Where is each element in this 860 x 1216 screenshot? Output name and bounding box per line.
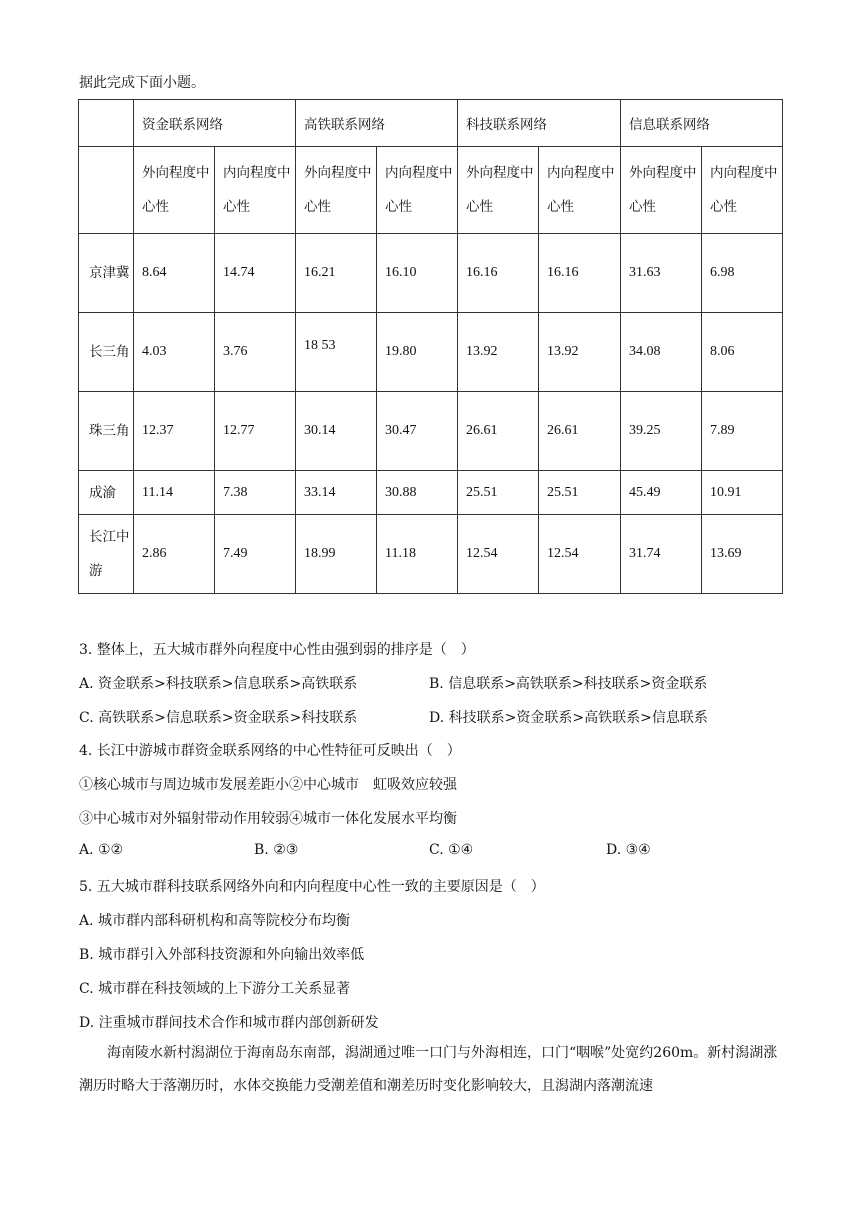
- row-name: 成渝: [79, 471, 134, 515]
- table-cell: 30.14: [296, 392, 377, 471]
- subheader-cell: 外向程度中心性: [621, 147, 702, 234]
- table-group-header-row: [79, 100, 783, 147]
- table-cell: 10.91: [702, 471, 783, 515]
- table-cell: 3.76: [215, 313, 296, 392]
- table-cell: 31.63: [621, 234, 702, 313]
- table-cell: 14.74: [215, 234, 296, 313]
- question-3-option-c: C. 高铁联系>信息联系>资金联系>科技联系: [79, 710, 358, 726]
- table-cell: 4.03: [134, 313, 215, 392]
- table-subheader-row: [79, 147, 783, 234]
- subheader-cell: 内向程度中心性: [215, 147, 296, 234]
- row-name: 京津冀: [79, 234, 134, 313]
- row-name: 长三角: [79, 313, 134, 392]
- question-3-option-d: D. 科技联系>资金联系>高铁联系>信息联系: [429, 710, 708, 726]
- question-5-option-b: B. 城市群引入外部科技资源和外向输出效率低: [79, 947, 365, 963]
- question-3-stem: 3. 整体上，五大城市群外向程度中心性由强到弱的排序是（ ）: [79, 642, 475, 658]
- table-cell: 12.77: [215, 392, 296, 471]
- subheader-cell: 内向程度中心性: [702, 147, 783, 234]
- row-name: 珠三角: [79, 392, 134, 471]
- question-5-option-d: D. 注重城市群间技术合作和城市群内部创新研发: [79, 1015, 379, 1031]
- table-cell: 16.16: [458, 234, 539, 313]
- question-3-option-b: B. 信息联系>高铁联系>科技联系>资金联系: [429, 676, 708, 692]
- subheader-cell: 内向程度中心性: [539, 147, 621, 234]
- table-cell: 13.92: [539, 313, 621, 392]
- question-4-statements-1: ①核心城市与周边城市发展差距小②中心城市 虹吸效应较强: [79, 777, 457, 793]
- question-4-statements-2: ③中心城市对外辐射带动作用较弱④城市一体化发展水平均衡: [79, 811, 457, 827]
- question-5-stem: 5. 五大城市群科技联系网络外向和内向程度中心性一致的主要原因是（ ）: [79, 879, 545, 895]
- question-4-option-a: A. ①②: [79, 842, 124, 858]
- table-cell: 18.99: [296, 515, 377, 594]
- table-cell: 16.16: [539, 234, 621, 313]
- subheader-cell: 内向程度中心性: [377, 147, 458, 234]
- table-corner-cell: [79, 100, 134, 147]
- question-5-option-c: C. 城市群在科技领域的上下游分工关系显著: [79, 981, 351, 997]
- table-cell: 39.25: [621, 392, 702, 471]
- table-cell: 45.49: [621, 471, 702, 515]
- passage-text: 海南陵水新村潟湖位于海南岛东南部，潟湖通过唯一口门与外海相连，口门“咽喉”处宽约260m。新村潟湖涨潮历时略大于落潮历时，水体交换能力受潮差值和潮差历时变化影响较大，且潟湖内落潮流速: [79, 1045, 778, 1094]
- table-cell: 16.21: [296, 234, 377, 313]
- table-cell: 30.47: [377, 392, 458, 471]
- table-row: [79, 234, 783, 313]
- table-cell: 30.88: [377, 471, 458, 515]
- table-cell: 18 53: [296, 307, 377, 386]
- table-cell: 7.89: [702, 392, 783, 471]
- table-row: [79, 515, 783, 594]
- table-cell: 19.80: [377, 313, 458, 392]
- group-header: 高铁联系网络: [296, 100, 458, 147]
- table-cell: 33.14: [296, 471, 377, 515]
- table-cell: 11.18: [377, 515, 458, 594]
- group-header: 科技联系网络: [458, 100, 621, 147]
- table-cell: 26.61: [458, 392, 539, 471]
- centrality-table: [78, 99, 783, 594]
- table-row: [79, 392, 783, 471]
- table-cell: 6.98: [702, 234, 783, 313]
- table-cell: 8.64: [134, 234, 215, 313]
- table-cell: 31.74: [621, 515, 702, 594]
- question-3-option-a: A. 资金联系>科技联系>信息联系>高铁联系: [79, 676, 358, 692]
- table-cell: 12.37: [134, 392, 215, 471]
- subheader-cell: 外向程度中心性: [134, 147, 215, 234]
- table-cell: 12.54: [458, 515, 539, 594]
- subheader-cell: 外向程度中心性: [296, 147, 377, 234]
- question-4-option-b: B. ②③: [254, 842, 299, 858]
- question-4-stem: 4. 长江中游城市群资金联系网络的中心性特征可反映出（ ）: [79, 743, 461, 759]
- table-cell: 16.10: [377, 234, 458, 313]
- group-header: 资金联系网络: [134, 100, 296, 147]
- table-cell: 7.49: [215, 515, 296, 594]
- table-cell: 7.38: [215, 471, 296, 515]
- table-cell: 13.69: [702, 515, 783, 594]
- question-5-option-a: A. 城市群内部科研机构和高等院校分布均衡: [79, 913, 351, 929]
- table-cell: 34.08: [621, 313, 702, 392]
- subheader-cell: 外向程度中心性: [458, 147, 539, 234]
- table-row: [79, 471, 783, 515]
- table-cell: 12.54: [539, 515, 621, 594]
- table-corner-cell: [79, 147, 134, 234]
- table-cell: 11.14: [134, 471, 215, 515]
- question-4-option-d: D. ③④: [606, 842, 651, 858]
- table-cell: 26.61: [539, 392, 621, 471]
- table-row: [79, 313, 783, 392]
- table-cell: 8.06: [702, 313, 783, 392]
- intro-text: 据此完成下面小题。: [79, 75, 205, 91]
- table-cell: 25.51: [539, 471, 621, 515]
- question-4-option-c: C. ①④: [429, 842, 474, 858]
- row-name: 长江中游: [79, 515, 134, 594]
- table-cell: 13.92: [458, 313, 539, 392]
- table-cell: 2.86: [134, 515, 215, 594]
- group-header: 信息联系网络: [621, 100, 783, 147]
- table-cell: 25.51: [458, 471, 539, 515]
